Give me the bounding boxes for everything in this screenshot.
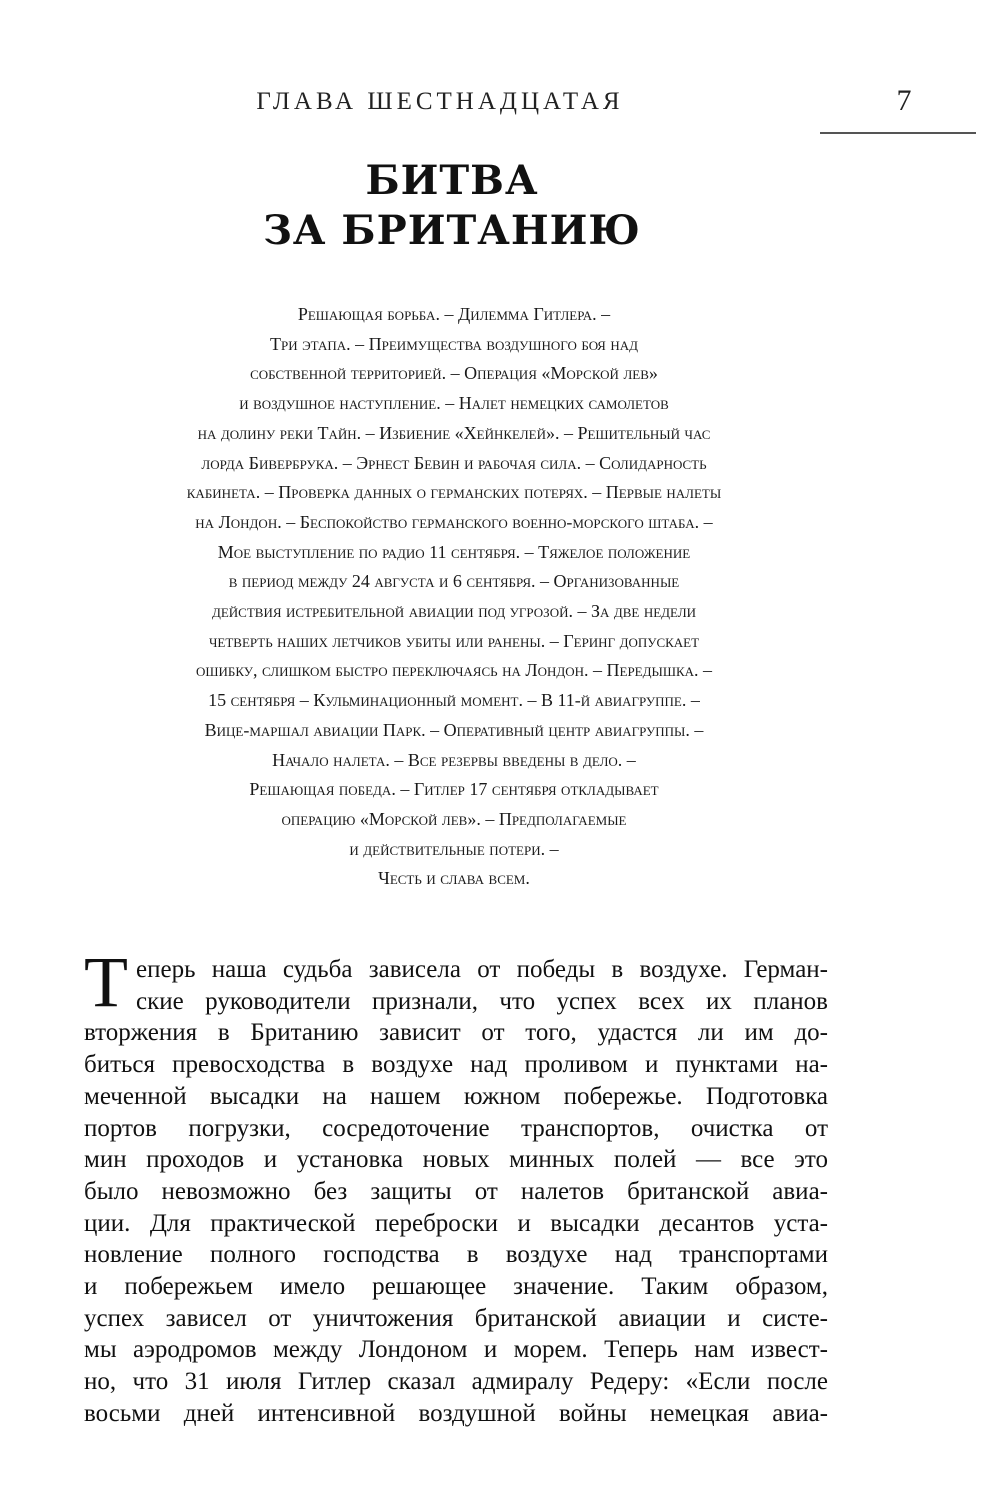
synopsis-line: на долину реки Тайн. – Избиение «Хейнкелей». – Решительный час xyxy=(197,422,711,443)
body-line: но, что 31 июля Гитлер сказал адмиралу Редеру: «Если после xyxy=(84,1368,828,1396)
body-line: биться превосходства в воздухе над проливом и пунктами на- xyxy=(84,1051,828,1079)
synopsis-line: Решающая победа. – Гитлер 17 сентября откладывает xyxy=(249,779,659,800)
synopsis-line: Мое выступление по радио 11 сентября. – Тяжелое положение xyxy=(217,541,691,562)
page-number: 7 xyxy=(896,84,912,117)
body-paragraph xyxy=(84,942,828,1430)
synopsis-line: действия истребительной авиации под угрозой. – За две недели xyxy=(211,601,697,622)
chapter-label: ГЛАВА ШЕСТНАДЦАТАЯ xyxy=(256,88,624,115)
synopsis-line: Вице-маршал авиации Парк. – Оперативный центр авиагруппы. – xyxy=(204,719,704,740)
chapter-synopsis xyxy=(80,300,828,894)
synopsis-line: на Лондон. – Беспокойство германского военно-морского штаба. – xyxy=(195,511,713,532)
synopsis-line: 15 сентября – Кульминационный момент. – В 11-й авиагруппе. – xyxy=(208,690,700,711)
body-line: успех зависел от уничтожения британской авиации и систе- xyxy=(84,1304,828,1332)
synopsis-line: операцию «Морской лев». – Предполагаемые xyxy=(281,808,627,829)
body-line: мин проходов и установка новых минных полей — все это xyxy=(84,1146,828,1174)
body-line: восьми дней интенсивной воздушной войны немецкая авиа- xyxy=(84,1399,828,1427)
body-line: мы аэродромов между Лондоном и морем. Теперь нам извест- xyxy=(84,1336,828,1364)
chapter-title xyxy=(0,156,904,256)
synopsis-line: Начало налета. – Все резервы введены в дело. – xyxy=(272,749,636,770)
body-line: новление полного господства в воздухе над транспортами xyxy=(84,1241,828,1269)
header-rule xyxy=(820,132,976,134)
synopsis-line: ошибку, слишком быстро переключаясь на Лондон. – Передышка. – xyxy=(195,660,712,681)
body-line: меченной высадки на нашем южном побережье. Подготовка xyxy=(84,1082,828,1110)
body-line: и побережьем имело решающее значение. Таким образом, xyxy=(84,1273,828,1301)
body-line: еперь наша судьба зависела от победы в воздухе. Герман- xyxy=(136,956,828,983)
synopsis-line: и действительные потери. – xyxy=(349,838,559,859)
synopsis-line: и воздушное наступление. – Налет немецких самолетов xyxy=(239,393,669,414)
chapter-title-line-1: БИТВА xyxy=(365,157,539,204)
synopsis-line: Честь и слава всем. xyxy=(378,868,530,889)
synopsis-line: в период между 24 августа и 6 сентября. – Организованные xyxy=(228,571,680,592)
synopsis-line: лорда Бивербрука. – Эрнест Бевин и рабочая сила. – Солидарность xyxy=(201,452,707,473)
chapter-title-line-2: ЗА БРИТАНИЮ xyxy=(263,207,641,254)
body-line: вторжения в Британию зависит от того, удастся ли им до- xyxy=(84,1019,828,1047)
body-line: портов погрузки, сосредоточение транспортов, очистка от xyxy=(84,1114,828,1142)
body-line: ции. Для практической переброски и высадки десантов уста- xyxy=(84,1209,828,1237)
synopsis-line: кабинета. – Проверка данных о германских потерях. – Первые налеты xyxy=(186,482,722,503)
drop-cap: Т xyxy=(84,942,128,1022)
body-line: ские руководители признали, что успех всех их планов xyxy=(136,987,828,1015)
synopsis-line: собственной территорией. – Операция «Морской лев» xyxy=(250,363,658,384)
synopsis-line: Три этапа. – Преимущества воздушного боя над xyxy=(269,333,638,354)
synopsis-line: четверть наших летчиков убиты или ранены. – Геринг допускает xyxy=(208,630,700,651)
body-line: было невозможно без защиты от налетов британской авиа- xyxy=(84,1177,828,1205)
synopsis-line: Решающая борьба. – Дилемма Гитлера. – xyxy=(297,304,611,324)
